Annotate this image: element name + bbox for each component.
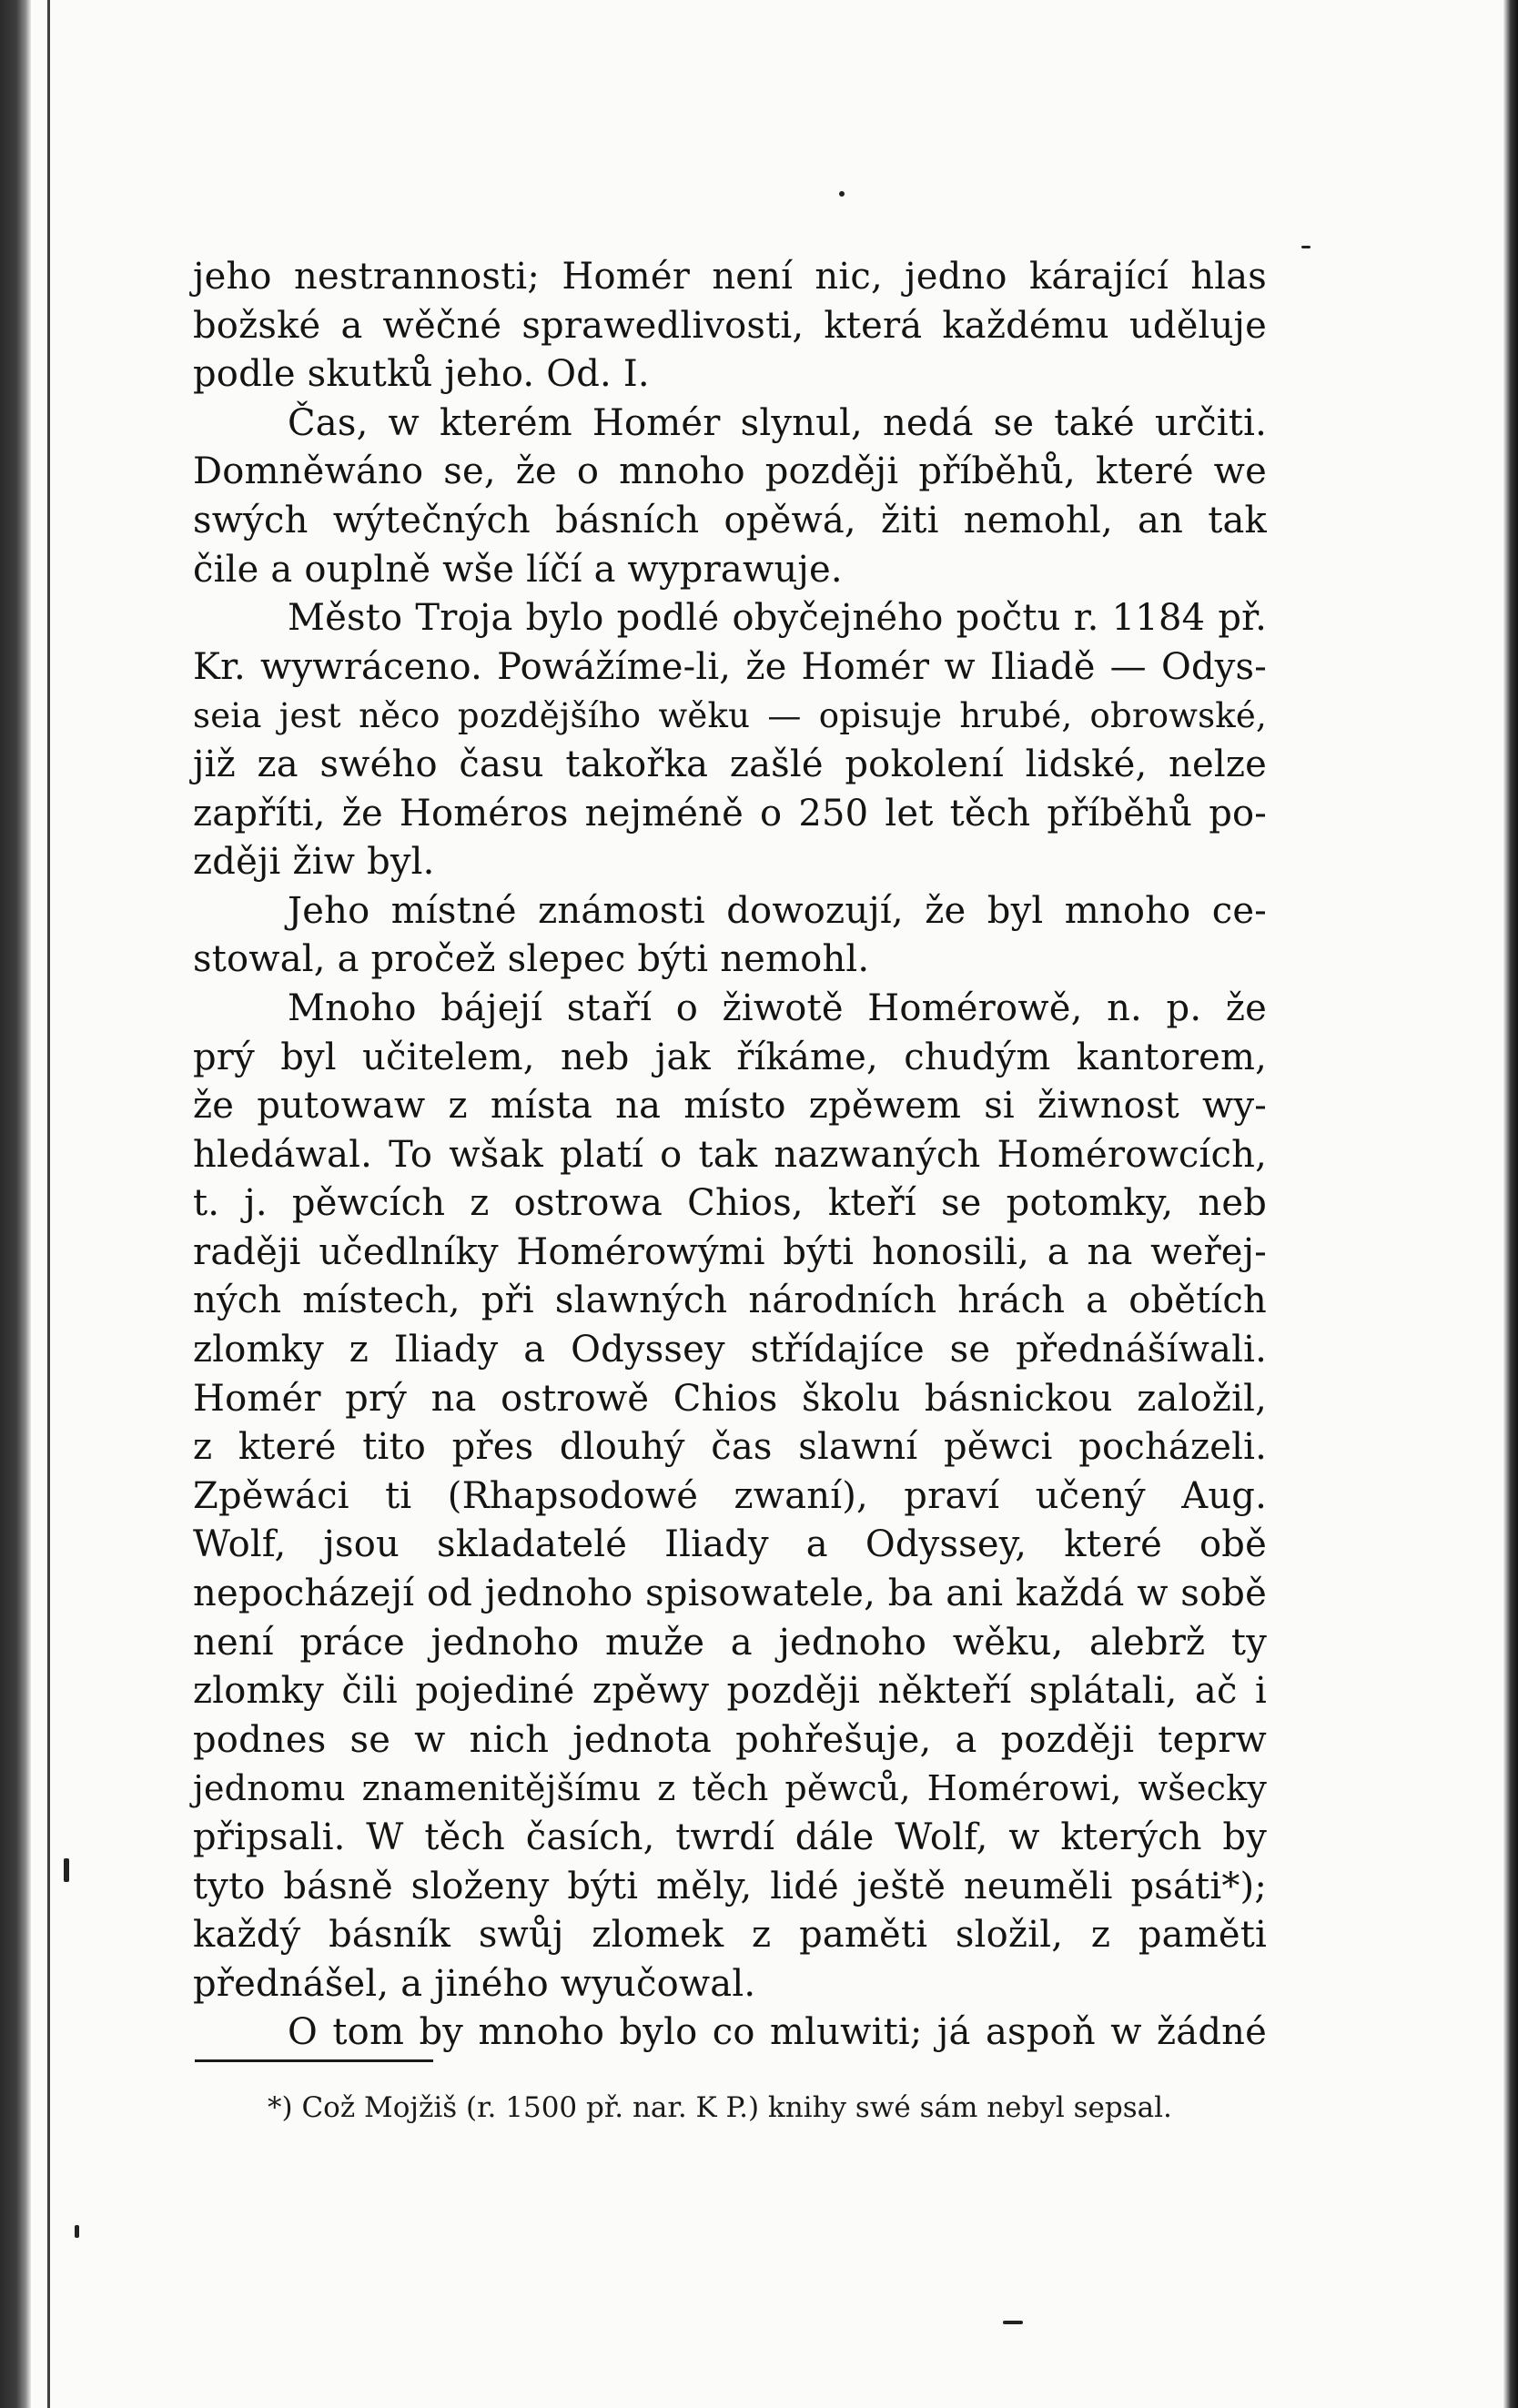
text-line: zlomky čili pojediné zpěwy později někteří splátali, ač i [193,1670,1267,1713]
text-line: že putowaw z místa na místo zpěwem si žiwnost wy- [193,1085,1267,1128]
text-line: Mnoho bájejí staří o žiwotě Homérowě, n. p. že [288,986,1267,1029]
text-line: seia jest něco pozdějšího wěku — opisuje hrubé, obrowské, [193,696,1267,736]
book-spine-shadow [0,0,31,2408]
text-line: ných místech, při slawných národních hrách a obětích [193,1280,1267,1322]
text-line: zlomky z Iliady a Odyssey střídajíce se přednášíwali. [193,1329,1267,1371]
text-line: podnes se w nich jednota pohřešuje, a později teprw [193,1718,1267,1761]
text-line: každý básník swůj zlomek z paměti složil, z paměti [193,1914,1267,1957]
text-line: nepocházejí od jednoho spisowatele, ba ani každá w sobě [193,1573,1267,1615]
scan-speck [64,1858,69,1882]
text-line: Jeho místné známosti dowozují, že byl mnoho ce- [288,889,1267,932]
text-line: Homér prý na ostrowě Chios školu básnickou založil, [193,1377,1267,1420]
page-edge-shadow [1503,0,1518,2408]
text-line: Wolf, jsou skladatelé Iliady a Odyssey, které obě [193,1523,1267,1566]
text-line: zději žiw byl. [193,841,435,884]
text-line: Kr. wywráceno. Powážíme-li, že Homér w Iliadě — Odys- [193,645,1267,688]
text-line: není práce jednoho muže a jednoho wěku, alebrž ty [193,1621,1267,1664]
text-line: čile a ouplně wše líčí a wyprawuje. [193,548,843,591]
text-line: O tom by mnoho bylo co mluwiti; já aspoň w žádné [288,2011,1267,2054]
text-line: stowal, a pročež slepec býti nemohl. [193,938,870,981]
text-line: Zpěwáci ti (Rhapsodowé zwaní), praví učený Aug. [193,1474,1267,1517]
text-line: Čas, w kterém Homér slynul, nedá se také určiti. [288,401,1267,444]
text-line: tyto básně složeny býti měly, lidé ještě neuměli psáti*); [193,1865,1267,1907]
text-line: Město Troja bylo podlé obyčejného počtu r. 1184 př. [288,597,1267,640]
text-line: jeho nestrannosti; Homér není nic, jedno kárající hlas [193,256,1267,298]
text-line: přednášel, a jiného wyučowal. [193,1962,756,2005]
text-line: připsali. W těch časích, twrdí dále Wolf, w kterých by [193,1816,1267,1858]
text-line: jednomu znamenitějšímu z těch pěwců, Homérowi, wšecky [193,1768,1267,1809]
footnote-rule [195,2059,433,2062]
scan-speck [75,2225,79,2238]
text-line: prý byl učitelem, neb jak říkáme, chudým kantorem, [193,1036,1267,1078]
body-text [193,253,1267,2058]
footnote: *) Což Mojžiš (r. 1500 př. nar. K P.) knihy swé sám nebyl sepsal. [268,2091,1172,2124]
scan-speck [1301,246,1311,248]
text-line: podle skutků jeho. Od. I. [193,353,650,396]
text-line: raději učedlníky Homérowými býti honosili, a na weřej- [193,1230,1267,1273]
scan-speck [839,191,845,197]
gutter-line [47,0,50,2408]
text-line: t. j. pěwcích z ostrowa Chios, kteří se potomky, neb [193,1182,1267,1225]
scan-speck [1003,2321,1023,2324]
text-line: zapříti, že Homéros nejméně o 250 let těch příběhů po- [193,792,1267,835]
text-line: hledáwal. To wšak platí o tak nazwaných Homérowcích, [193,1133,1267,1176]
text-line: Domněwáno se, že o mnoho později příběhů, které we [193,450,1267,493]
text-line: již za swého času takořka zašlé pokolení lidské, nelze [193,743,1267,785]
text-line: z které tito přes dlouhý čas slawní pěwci pocházeli. [193,1426,1267,1469]
text-line: božské a wěčné sprawedlivosti, která každému uděluje [193,304,1267,347]
text-line: swých wýtečných básních opěwá, žiti nemohl, an tak [193,499,1267,541]
